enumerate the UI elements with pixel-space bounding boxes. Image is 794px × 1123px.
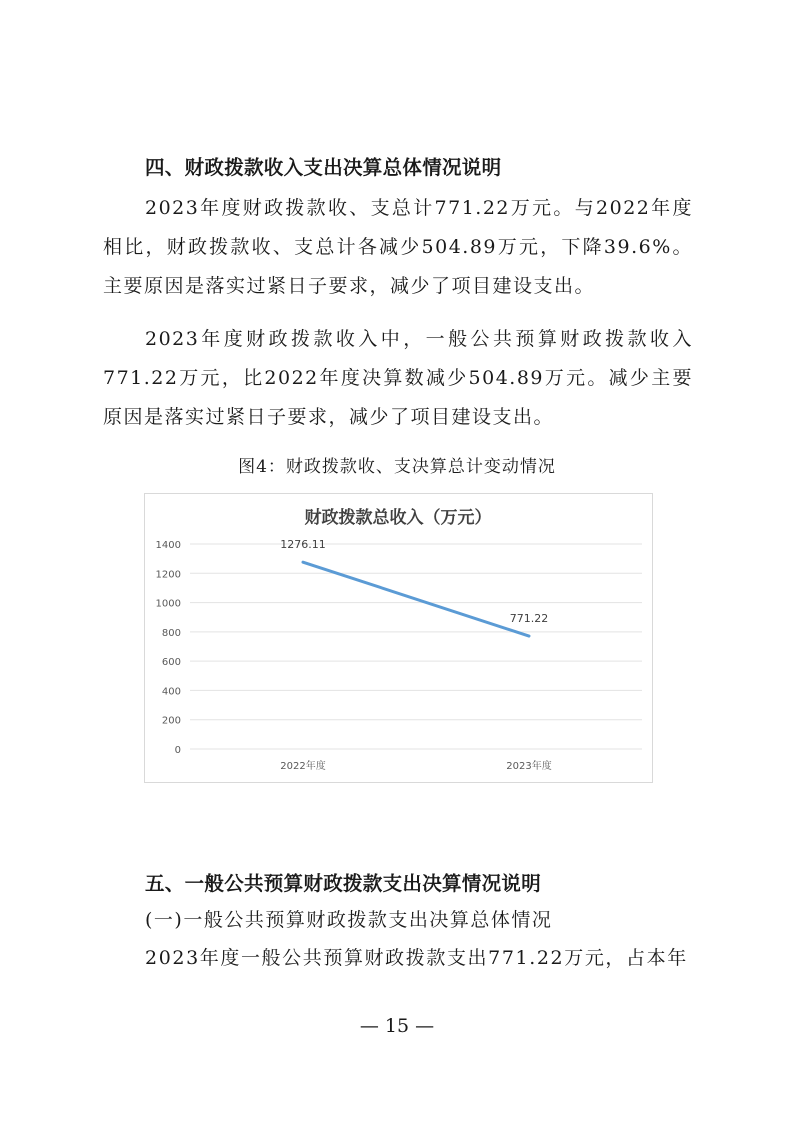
svg-text:600: 600 — [161, 657, 181, 669]
section5-heading: 五、一般公共预算财政拨款支出决算情况说明 — [145, 872, 542, 895]
data-labels — [280, 538, 548, 625]
svg-text:2023年度: 2023年度 — [506, 761, 552, 772]
chart-canvas — [145, 494, 652, 782]
section5-text: 2023年度一般公共预算财政拨款支出771.22万元，占本年 — [145, 947, 688, 969]
line-chart — [144, 493, 653, 783]
section4-paragraph-2: 2023年度财政拨款收入中，一般公共预算财政拨款收入771.22万元，比2022年度决算数减少504.89万元。减少主要原因是落实过紧日子要求，减少了项目建设支出。 — [103, 328, 693, 428]
svg-text:200: 200 — [161, 715, 181, 727]
svg-text:1400: 1400 — [155, 540, 181, 551]
chart-gridlines — [190, 544, 642, 749]
figure-caption: 图4：财政拨款收、支决算总计变动情况 — [238, 457, 556, 477]
svg-text:800: 800 — [161, 627, 181, 639]
svg-text:1200: 1200 — [155, 569, 181, 581]
section4-paragraph-1: 2023年度财政拨款收、支总计771.22万元。与2022年度相比，财政拨款收、支总计各减少504.89万元，下降39.6%。主要原因是落实过紧日子要求，减少了项目建设支出。 — [103, 197, 693, 297]
svg-text:2022年度: 2022年度 — [280, 761, 326, 772]
y-axis-ticks — [156, 540, 181, 756]
section4-heading: 四、财政拨款收入支出决算总体情况说明 — [145, 156, 502, 179]
svg-text:1276.11: 1276.11 — [280, 538, 326, 552]
page-number: — 15 — — [359, 1015, 435, 1037]
chart-title: 财政拨款总收入（万元） — [304, 508, 492, 528]
svg-text:400: 400 — [161, 686, 181, 698]
svg-text:1000: 1000 — [155, 598, 181, 610]
svg-text:0: 0 — [174, 745, 181, 756]
svg-text:771.22: 771.22 — [509, 612, 549, 626]
section5-subheading: (一)一般公共预算财政拨款支出决算总体情况 — [145, 909, 553, 931]
x-axis-ticks — [280, 759, 551, 772]
